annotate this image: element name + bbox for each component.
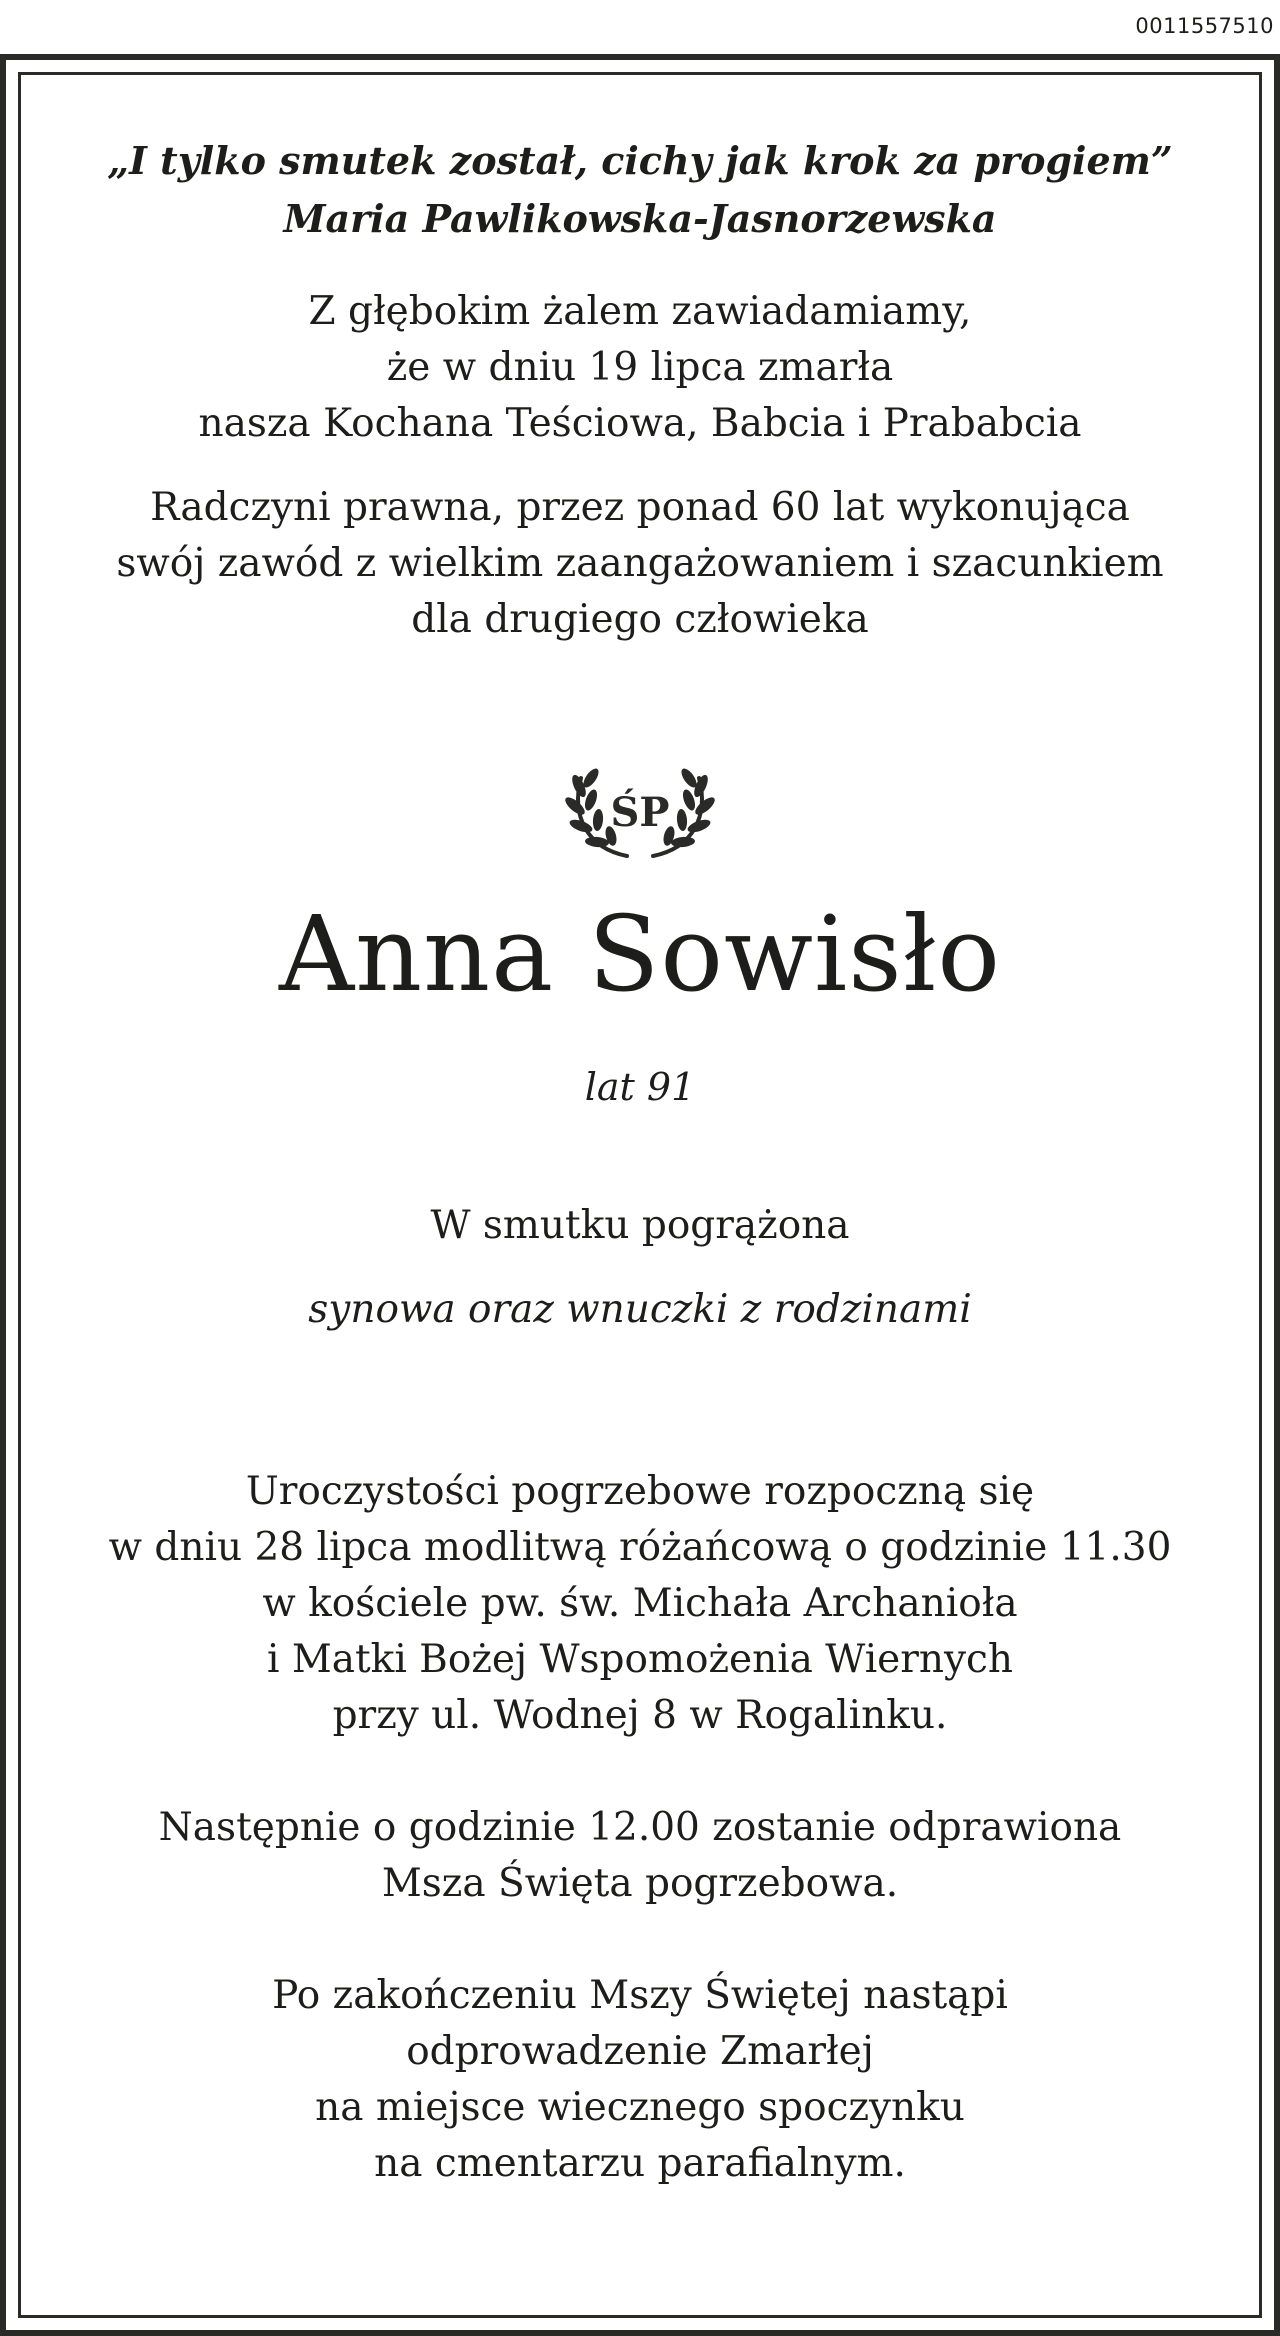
announcement-line: nasza Kochana Teściowa, Babcia i Prababcia bbox=[198, 401, 1082, 446]
laurel-wreath-icon bbox=[565, 756, 715, 866]
deceased-age: lat 91 bbox=[584, 1065, 696, 1109]
burial-line: na miejsce wiecznego spoczynku bbox=[315, 2085, 965, 2130]
quote-text: „I tylko smutek został, cichy jak krok za progiem” bbox=[107, 138, 1173, 183]
burial-details bbox=[24, 1968, 1256, 2192]
career-line: swój zawód z wielkim zaangażowaniem i szacunkiem bbox=[116, 541, 1164, 586]
announcement bbox=[24, 284, 1256, 452]
obituary-content bbox=[24, 78, 1256, 2192]
mass-line: Następnie o godzinie 12.00 zostanie odprawiona bbox=[158, 1805, 1122, 1850]
ceremony-details bbox=[24, 1464, 1256, 1744]
mass-line: Msza Święta pogrzebowa. bbox=[381, 1861, 899, 1906]
ceremony-line: w kościele pw. św. Michała Archanioła bbox=[262, 1581, 1018, 1626]
burial-line: na cmentarzu parafialnym. bbox=[374, 2141, 906, 2186]
deceased-name: Anna Sowisło bbox=[279, 893, 1001, 1015]
announcement-line: Z głębokim żalem zawiadamiamy, bbox=[308, 289, 972, 334]
sp-emblem-text: ŚP bbox=[610, 789, 670, 836]
mourners-family: synowa oraz wnuczki z rodzinami bbox=[308, 1287, 972, 1332]
burial-line: Po zakończeniu Mszy Świętej nastąpi bbox=[272, 1973, 1008, 2018]
career-line: Radczyni prawna, przez ponad 60 lat wykonująca bbox=[150, 485, 1130, 530]
burial-line: odprowadzenie Zmarłej bbox=[406, 2029, 874, 2074]
mourners-intro: W smutku pogrążona bbox=[430, 1203, 850, 1248]
quote-author: Maria Pawlikowska-Jasnorzewska bbox=[283, 196, 997, 241]
ceremony-line: Uroczystości pogrzebowe rozpoczną się bbox=[245, 1469, 1035, 1514]
sp-emblem bbox=[24, 756, 1256, 866]
ceremony-line: w dniu 28 lipca modlitwą różańcową o godzinie 11.30 bbox=[108, 1525, 1172, 1570]
ceremony-line: i Matki Bożej Wspomożenia Wiernych bbox=[266, 1637, 1014, 1682]
career-description bbox=[24, 480, 1256, 648]
ceremony-line: przy ul. Wodnej 8 w Rogalinku. bbox=[332, 1693, 948, 1738]
career-line: dla drugiego człowieka bbox=[411, 597, 869, 642]
announcement-line: że w dniu 19 lipca zmarła bbox=[386, 345, 894, 390]
ad-id: 0011557510 bbox=[1135, 14, 1274, 38]
mass-details bbox=[24, 1800, 1256, 1912]
